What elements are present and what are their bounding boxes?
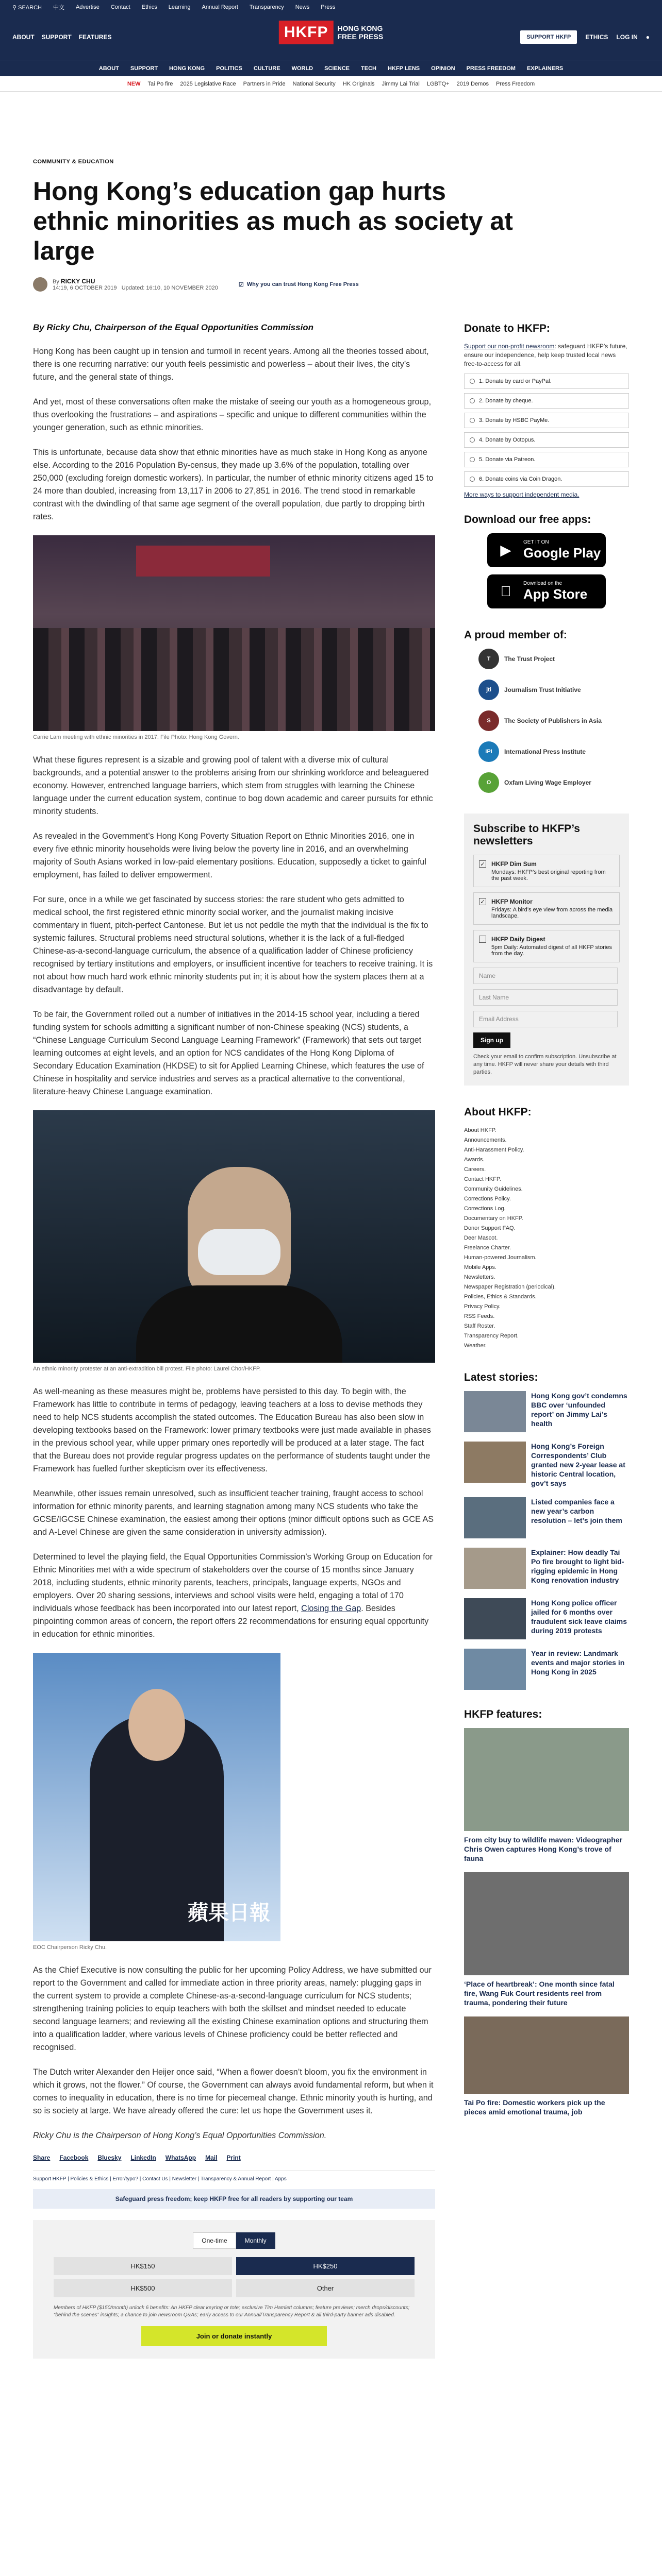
share-print[interactable]: Print bbox=[226, 2154, 241, 2161]
nav-politics[interactable]: POLITICS bbox=[216, 65, 242, 72]
member-label: Oxfam Living Wage Employer bbox=[504, 779, 591, 786]
feature-title: ‘Place of heartbreak’: One month since fatal fire, Wang Fuk Court residents reel from trauma, pondering their future bbox=[464, 1980, 615, 2007]
about-item[interactable]: Documentary on HKFP. bbox=[464, 1215, 523, 1222]
topbar-ethics[interactable]: Ethics bbox=[141, 4, 157, 10]
support-newsroom-link[interactable]: Support our non-profit newsroom bbox=[464, 343, 555, 350]
about-item[interactable]: Anti-Harassment Policy. bbox=[464, 1147, 524, 1153]
nav-about[interactable]: ABOUT bbox=[98, 65, 119, 72]
member-ipi[interactable] bbox=[478, 741, 629, 762]
share-bluesky[interactable]: Bluesky bbox=[97, 2154, 122, 2161]
feature-title: From city buy to wildlife maven: Videographer Chris Owen captures Hong Kong’s trove of fauna bbox=[464, 1836, 623, 1862]
story-thumbnail bbox=[464, 1391, 526, 1432]
checkbox-icon: ✓ bbox=[479, 860, 486, 868]
paragraph: Meanwhile, other issues remain unresolved, such as insufficient teacher training, fraught access to school information for ethnic minority parents, and learning stagnation among many NCS students who take the GCSE/IGCSE Chinese examination, the easiest among their options (minor difficult options such as GCE AS and A-Level Chinese are given the same consideration in university admission). bbox=[33, 1489, 434, 1537]
lang-link[interactable]: 中文 bbox=[53, 5, 64, 11]
topbar-learning[interactable]: Learning bbox=[168, 4, 191, 10]
nav-explainers[interactable]: EXPLAINERS bbox=[526, 65, 564, 72]
app-store-small: Download on the bbox=[523, 581, 562, 586]
trust-project-icon: T bbox=[478, 649, 499, 669]
search-label: SEARCH bbox=[18, 4, 42, 11]
member-label: The Society of Publishers in Asia bbox=[504, 717, 602, 724]
photo-protester bbox=[33, 1110, 435, 1363]
article-footer-links[interactable]: Support HKFP | Policies & Ethics | Error/typo? | Contact Us | Newsletter | Transparency & Annual Report | Apps bbox=[33, 2171, 435, 2182]
trending-item[interactable]: Press Freedom bbox=[495, 80, 535, 87]
amount-150[interactable]: HK$150 bbox=[54, 2257, 232, 2275]
latest-story[interactable] bbox=[464, 1391, 629, 1432]
about-item[interactable]: Policies, Ethics & Standards. bbox=[464, 1294, 537, 1300]
latest-story[interactable] bbox=[464, 1497, 629, 1538]
amount-other[interactable]: Other bbox=[236, 2279, 415, 2297]
topbar-annual-report[interactable]: Annual Report bbox=[202, 4, 238, 10]
about-item[interactable]: Careers. bbox=[464, 1166, 486, 1173]
jti-icon: jti bbox=[478, 680, 499, 700]
story-thumbnail bbox=[464, 1442, 526, 1483]
about-title: About HKFP: bbox=[464, 1106, 532, 1118]
trending-bar bbox=[0, 76, 662, 92]
app-store-button[interactable] bbox=[487, 574, 606, 608]
feature-story[interactable] bbox=[464, 1872, 629, 2007]
topbar-contact[interactable]: Contact bbox=[110, 4, 130, 10]
photo-head bbox=[128, 1689, 185, 1761]
donate-option-coin-dragon[interactable] bbox=[464, 471, 629, 487]
sidebar-donate-desc: safeguard HKFP’s future, ensure our independence, help keep trusted local news free-to-access for all. bbox=[464, 343, 627, 367]
sopa-icon: S bbox=[478, 710, 499, 731]
checkbox-icon bbox=[479, 936, 486, 943]
author-name[interactable]: By RICKY CHU bbox=[53, 278, 95, 285]
checkbox-icon: ✓ bbox=[479, 898, 486, 905]
paragraph: To be fair, the Government rolled out a number of initiatives in the 2014-15 school year, including a tiered funding system for schools admitting a significant number of non-Chinese speaking (NCS) students, a “Chinese Language Curriculum Second Language Learning Framework” (Framework) that sets out target learning outcomes at eight levels, and an option for NCS candidates of the Hong Kong Diploma of Secondary Education Examination (HKDSE) to sit for Applied Learning Chinese, which features the use of Chinese in hospitality and service industries and serves as a practical alternative to the conventional, literature-heavy Chinese Language examination. bbox=[33, 1010, 424, 1096]
feature-story[interactable] bbox=[464, 2016, 629, 2116]
latest-story[interactable] bbox=[464, 1649, 629, 1690]
first-name-input[interactable]: Name bbox=[473, 968, 618, 984]
radio-icon bbox=[470, 418, 475, 423]
author-endnote: Ricky Chu is the Chairperson of Hong Kong’s Equal Opportunities Commission. bbox=[33, 2131, 327, 2140]
feature-image bbox=[464, 1728, 629, 1831]
paragraph: What these figures represent is a sizable and growing pool of talent with a diverse mix of cultural backgrounds, and a potential answer to the problems arising from our shrinking workforce and beleaguered economy. However, entrenched language barriers, which stem from struggles with learning the Chinese language under the current education system, continue to bog down academic and career pursuits for ethnic minority students. bbox=[33, 755, 433, 816]
photo-carrie-lam-meeting bbox=[33, 535, 435, 731]
feature-image bbox=[464, 1872, 629, 1975]
topbar-news[interactable]: News bbox=[295, 4, 310, 10]
nav-opinion[interactable]: OPINION bbox=[431, 65, 455, 72]
nav-support[interactable]: SUPPORT bbox=[130, 65, 158, 72]
masthead bbox=[0, 14, 662, 60]
trending-item[interactable]: Jimmy Lai Trial bbox=[382, 80, 420, 87]
about-item[interactable]: About HKFP. bbox=[464, 1127, 496, 1133]
paragraph: This is unfortunate, because data show that ethnic minorities have as much stake in Hong Kong as anyone else. According to the 2016 Population By-census, they made up 3.6% of the population, totalling over 250,000 (excluding foreign domestic workers). In particular, the number of ethnic minority citizens aged 15 to 24 more than doubled, increasing from 13,117 in 2006 to 27,851 in 2016. The trend stood in remarkable contrast with the dwindling of that same age segment of the overall population, due partly to dropping birth rates. bbox=[33, 448, 434, 521]
member-oxfam[interactable] bbox=[478, 772, 629, 793]
frequency-toggle bbox=[54, 2232, 415, 2249]
story-title: Listed companies face a new year’s carbon resolution – let’s join them bbox=[531, 1498, 622, 1524]
newsletter-desc bbox=[491, 936, 614, 957]
author-name-text: RICKY CHU bbox=[60, 278, 95, 285]
logo-box: HKFP bbox=[279, 21, 334, 44]
play-icon: ▶ bbox=[500, 542, 511, 558]
donate-option-card[interactable] bbox=[464, 374, 629, 389]
nav-hkfp-lens[interactable]: HKFP LENS bbox=[387, 65, 420, 72]
nav-culture[interactable]: CULTURE bbox=[253, 65, 280, 72]
google-play-small: GET IT ON bbox=[523, 539, 549, 545]
about-item[interactable]: Donor Support FAQ. bbox=[464, 1225, 516, 1231]
last-name-input[interactable]: Last Name bbox=[473, 989, 618, 1006]
radio-icon bbox=[470, 477, 475, 482]
about-item[interactable]: Community Guidelines. bbox=[464, 1186, 523, 1192]
nav-hong-kong[interactable]: HONG KONG bbox=[169, 65, 205, 72]
nav-world[interactable]: WORLD bbox=[291, 65, 313, 72]
about-item[interactable]: Announcements. bbox=[464, 1137, 507, 1143]
story-title: Hong Kong police officer jailed for 6 months over fraudulent sick leave claims during 2019 protests bbox=[531, 1599, 627, 1635]
member-jti[interactable] bbox=[478, 680, 629, 700]
more-ways-link[interactable]: More ways to support independent media. bbox=[464, 491, 580, 498]
latest-story[interactable] bbox=[464, 1598, 629, 1639]
newsletter-desc bbox=[491, 860, 614, 882]
radio-icon bbox=[470, 457, 475, 462]
trending-item[interactable]: HK Originals bbox=[342, 80, 375, 87]
amount-options bbox=[54, 2257, 415, 2297]
account-icon[interactable]: ● bbox=[646, 33, 650, 41]
radio-icon bbox=[470, 437, 475, 443]
story-title: Explainer: How deadly Tai Po fire brought to light bid-rigging epidemic in Hong Kong renovation industry bbox=[531, 1548, 624, 1584]
trending-item[interactable]: Partners in Pride bbox=[243, 80, 286, 87]
about-item[interactable]: RSS Feeds. bbox=[464, 1313, 495, 1319]
story-title: Hong Kong gov’t condemns BBC over ‘unfounded report’ on Jimmy Lai’s health bbox=[531, 1392, 627, 1428]
newsletter-daily-digest[interactable] bbox=[473, 930, 620, 962]
support-hkfp-button[interactable]: SUPPORT HKFP bbox=[520, 30, 577, 44]
hkfp-logo[interactable] bbox=[279, 21, 383, 44]
masthead-left-nav bbox=[12, 33, 111, 41]
about-item[interactable]: Transparency Report. bbox=[464, 1333, 519, 1339]
newsletter-text: Fridays: A bird’s eye view from across the media landscape. bbox=[491, 907, 613, 919]
newsletter-dim-sum[interactable] bbox=[473, 855, 620, 887]
trending-item[interactable]: LGBTQ+ bbox=[426, 80, 450, 87]
donate-option-label: 5. Donate via Patreon. bbox=[479, 456, 536, 463]
paragraph: The Dutch writer Alexander den Heijer once said, “When a flower doesn’t bloom, you fix the environment in which it grows, not the flower.” Of course, the Government can always avoid fundamental reform, but when it comes to inequality in education, there is no time for piecemeal change. Ethnic minority youth is hurting, and so is society at large. We have already offered the cure: let us hope the Government uses it. bbox=[33, 2067, 434, 2115]
amount-250[interactable]: HK$250 bbox=[236, 2257, 415, 2275]
donate-option-label: 4. Donate by Octopus. bbox=[479, 437, 536, 443]
author-avatar bbox=[33, 277, 47, 292]
member-label: The Trust Project bbox=[504, 655, 555, 663]
trending-item[interactable]: 2025 Legislative Race bbox=[180, 80, 236, 87]
newsletter-monitor[interactable] bbox=[473, 892, 620, 925]
trending-item[interactable]: National Security bbox=[292, 80, 336, 87]
donate-option-label: 2. Donate by cheque. bbox=[479, 398, 533, 404]
newsletter-text: 5pm Daily: Automated digest of all HKFP stories from the day. bbox=[491, 944, 612, 957]
about-item[interactable]: Weather. bbox=[464, 1343, 487, 1349]
about-item[interactable]: Contact HKFP. bbox=[464, 1176, 501, 1182]
share-whatsapp[interactable]: WhatsApp bbox=[165, 2154, 196, 2161]
ipi-icon: IPI bbox=[478, 741, 499, 762]
paragraph bbox=[33, 1551, 435, 1641]
apple-icon bbox=[496, 583, 515, 600]
donate-option-octopus[interactable] bbox=[464, 432, 629, 448]
trust-icon: ☑ bbox=[238, 281, 244, 288]
newsletter-desc bbox=[491, 898, 614, 919]
photo-caption: Carrie Lam meeting with ethnic minorities in 2017. File Photo: Hong Kong Govern. bbox=[33, 734, 239, 740]
about-item[interactable]: Corrections Policy. bbox=[464, 1196, 511, 1202]
donation-widget bbox=[33, 2220, 435, 2359]
radio-icon bbox=[470, 398, 475, 403]
about-item[interactable]: Newsletters. bbox=[464, 1274, 495, 1280]
join-donate-button[interactable]: Join or donate instantly bbox=[141, 2326, 327, 2346]
donate-option-payme[interactable] bbox=[464, 413, 629, 428]
radio-icon bbox=[470, 379, 475, 384]
frequency-monthly[interactable]: Monthly bbox=[236, 2232, 275, 2249]
share-mail[interactable]: Mail bbox=[205, 2154, 218, 2161]
paragraph: Hong Kong has been caught up in tension and turmoil in recent years. Among all the theories tossed about, there is one recurring narrative: our youth feels pessimistic and powerless – about their lives, the city’s future, and the general state of things. bbox=[33, 347, 429, 382]
app-store-big: App Store bbox=[523, 586, 588, 602]
trending-item[interactable]: Tai Po fire bbox=[147, 80, 173, 87]
frequency-one-time[interactable]: One-time bbox=[193, 2232, 236, 2249]
masthead-right-nav bbox=[520, 30, 650, 44]
share-facebook[interactable]: Facebook bbox=[59, 2154, 89, 2161]
sidebar bbox=[464, 323, 629, 2359]
about-item[interactable]: Privacy Policy. bbox=[464, 1303, 501, 1310]
article-wrapper bbox=[0, 159, 662, 2359]
paragraph-text: . Besides pinpointing common areas of concern, the report offers 22 recommendations for ensuring equal opportunity in education for ethnic minorities. bbox=[33, 1604, 429, 1639]
member-trust-project[interactable] bbox=[478, 649, 629, 669]
story-title: Year in review: Landmark events and major stories in Hong Kong in 2025 bbox=[531, 1649, 625, 1676]
masthead-ethics[interactable]: ETHICS bbox=[585, 33, 608, 41]
feature-title: Tai Po fire: Domestic workers pick up the pieces amid emotional trauma, job bbox=[464, 2098, 605, 2116]
closing-the-gap-link[interactable]: Closing the Gap bbox=[301, 1604, 361, 1613]
newsletter-name: HKFP Dim Sum bbox=[491, 860, 537, 868]
sidebar-donate bbox=[464, 323, 629, 498]
support-banner[interactable]: Safeguard press freedom; keep HKFP free for all readers by supporting our team bbox=[33, 2189, 435, 2209]
about-item[interactable]: Corrections Log. bbox=[464, 1206, 506, 1212]
paragraph: As well-meaning as these measures might be, problems have persisted to this day. To begin with, the Framework has little to contribute in terms of pedagogy, leaving teachers at a loss to devise methods they need to help NCS students accomplish the stated outcomes. The Education Bureau has also been slow in developing textbooks based on the Framework: lower primary textbooks were just made available in phases in the previous school year, while upper primary ones reportedly will be produced at a later stage. The fact that the Bureau does not provide regular progress updates on the performance of students taught under the Framework has fuelled further skepticism over its effectiveness. bbox=[33, 1387, 432, 1473]
membership-note: Members of HKFP ($150/month) unlock 6 benefits: An HKFP clear keyring or tote; exclusive Tim Hamlett columns; feature previews; merch drops/discounts; “behind the scenes” insights; a chance to join newsroom Q&As; early access to our Annual/Transparency Report & all third-party banner ads disabled. bbox=[54, 2305, 410, 2318]
main-nav bbox=[0, 60, 662, 76]
about-item[interactable]: Freelance Charter. bbox=[464, 1245, 511, 1251]
nav-science[interactable]: SCIENCE bbox=[324, 65, 350, 72]
latest-story[interactable] bbox=[464, 1442, 629, 1488]
sidebar-donate-title: Donate to HKFP: bbox=[464, 323, 550, 334]
photo-caption: EOC Chairperson Ricky Chu. bbox=[33, 1944, 107, 1951]
newsletter-name: HKFP Daily Digest bbox=[491, 936, 545, 943]
paragraph: As the Chief Executive is now consulting the public for her upcoming Policy Address, we have submitted our report to the Government and called for immediate action in three priority areas, namely: plugging gaps in the current system to provide a complete Chinese-as-a-second-language curriculum for NCS students; strengthening training policies to equip teachers with both the skillset and mindset needed to educate second language learners; and reviewing all the existing Chinese examination options and structuring them into a qualification ladder, where various levels of Chinese proficiency could be better reflected and recognised. bbox=[33, 1965, 432, 2052]
member-label: International Press Institute bbox=[504, 748, 586, 755]
article-category[interactable]: COMMUNITY & EDUCATION bbox=[33, 159, 114, 165]
donate-option-cheque[interactable] bbox=[464, 393, 629, 409]
search-link[interactable]: ⚲ SEARCH bbox=[12, 4, 42, 11]
masthead-features[interactable]: FEATURES bbox=[78, 33, 112, 41]
masthead-support[interactable]: SUPPORT bbox=[41, 33, 72, 41]
member-title: A proud member of: bbox=[464, 629, 567, 641]
latest-story[interactable] bbox=[464, 1548, 629, 1589]
google-play-button[interactable] bbox=[487, 533, 606, 567]
paragraph: For sure, once in a while we get fascinated by success stories: the rare student who gets admitted to medical school, the first registered ethnic minority social worker, and the journalist making incisive commentary in fluent, pitch-perfect Cantonese. But let us not peddle the myth that the individual is the fix to systemic failures. Structural problems need structural solutions, whether it is the lack of a full-fledged Chinese-as-a-second-language curriculum, the absence of a qualification ladder of Chinese proficiency recognised by tertiary institutions and employers, or insufficient incentive for teachers to receive training. It is not about how much hard work ethnic minority students put in; it is about how the system places them at a disadvantage by default. bbox=[33, 895, 433, 994]
share-linkedin[interactable]: LinkedIn bbox=[130, 2154, 156, 2161]
about-item[interactable]: Human-powered Journalism. bbox=[464, 1255, 537, 1261]
story-thumbnail bbox=[464, 1598, 526, 1639]
trending-new-label: NEW bbox=[127, 80, 141, 87]
donate-option-label: 1. Donate by card or PayPal. bbox=[479, 378, 552, 384]
paragraph-text: Determined to level the playing field, the Equal Opportunities Commission’s Working Group on Education for Ethnic Minorities met with a wide spectrum of stakeholders over the course of 15 months since January 2018, including students, ethnic minority parents, teachers, principals, language experts, NGOs and employers. Over 20 sharing sessions, interviews and school visits were held, engaging a total of 170 individuals whose feedback has been incorporated into our latest report, bbox=[33, 1552, 433, 1613]
share-label[interactable]: Share bbox=[33, 2154, 51, 2161]
member-sopa[interactable] bbox=[478, 710, 629, 731]
story-thumbnail bbox=[464, 1497, 526, 1538]
photo-caption: An ethnic minority protester at an anti-extradition bill protest. File photo: Laurel Chor/HKFP. bbox=[33, 1366, 261, 1372]
photo-ricky-chu bbox=[33, 1653, 280, 1941]
feature-story[interactable] bbox=[464, 1728, 629, 1863]
newsletter-text: Mondays: HKFP’s best original reporting from the past week. bbox=[491, 869, 606, 882]
logo-line2: FREE PRESS bbox=[337, 32, 384, 41]
google-play-big: Google Play bbox=[523, 545, 601, 561]
newsletter-name: HKFP Monitor bbox=[491, 898, 533, 905]
article-intro: By Ricky Chu, Chairperson of the Equal Opportunities Commission bbox=[33, 323, 314, 332]
newsletter-note: Check your email to confirm subscription. Unsubscribe at any time. HKFP will never share your details with third parties. bbox=[473, 1054, 617, 1075]
story-thumbnail bbox=[464, 1649, 526, 1690]
trending-item[interactable]: 2019 Demos bbox=[456, 80, 489, 87]
article-title: Hong Kong’s education gap hurts ethnic minorities as much as society at large bbox=[33, 177, 513, 265]
photo-banner bbox=[136, 546, 270, 577]
paragraph: And yet, most of these conversations often make the mistake of seeing our youth as a homogeneous group, thus overlooking the frustrations – and aspirations – specific and unique to different communities within the younger generation, such as ethnic minorities. bbox=[33, 397, 432, 432]
updated-date: Updated: 16:10, 10 NOVEMBER 2020 bbox=[121, 285, 218, 291]
logo-line1: HONG KONG bbox=[337, 24, 383, 32]
topbar-advertise[interactable]: Advertise bbox=[75, 4, 100, 10]
apps-title: Download our free apps: bbox=[464, 514, 591, 526]
amount-500[interactable]: HK$500 bbox=[54, 2279, 232, 2297]
sidebar-donate-text: Support our non-profit newsroom: safeguard HKFP’s future, ensure our independence, help keep trusted local news free-to-access for all. bbox=[464, 343, 627, 367]
publish-date: 14:19, 6 OCTOBER 2019 bbox=[53, 285, 117, 291]
donate-option-patreon[interactable] bbox=[464, 452, 629, 467]
about-item[interactable]: Deer Mascot. bbox=[464, 1235, 498, 1241]
oxfam-icon: O bbox=[478, 772, 499, 793]
photo-body bbox=[136, 1285, 342, 1363]
photo-mask bbox=[198, 1229, 280, 1275]
photo-crowd bbox=[33, 628, 435, 731]
about-item[interactable]: Staff Roster. bbox=[464, 1323, 495, 1329]
topbar-press[interactable]: Press bbox=[321, 4, 336, 10]
about-item[interactable]: Awards. bbox=[464, 1157, 485, 1163]
masthead-about[interactable]: ABOUT bbox=[12, 33, 35, 41]
donate-option-label: 3. Donate by HSBC PayMe. bbox=[479, 417, 550, 423]
features-title: HKFP features: bbox=[464, 1708, 542, 1720]
content-columns bbox=[33, 323, 629, 2359]
about-item[interactable]: Newspaper Registration (periodical). bbox=[464, 1284, 556, 1290]
email-input[interactable]: Email Address bbox=[473, 1011, 618, 1027]
nav-tech[interactable]: TECH bbox=[361, 65, 376, 72]
newsletter-box bbox=[464, 814, 629, 1086]
feature-image bbox=[464, 2016, 629, 2094]
donate-option-label: 6. Donate coins via Coin Dragon. bbox=[479, 476, 562, 482]
about-item[interactable]: Mobile Apps. bbox=[464, 1264, 496, 1270]
story-title: Hong Kong’s Foreign Correspondents’ Club granted new 2-year lease at historic Central location, gov’t says bbox=[531, 1442, 625, 1487]
share-bar bbox=[33, 2154, 435, 2161]
masthead-login[interactable]: LOG IN bbox=[616, 33, 638, 41]
topbar-transparency[interactable]: Transparency bbox=[249, 4, 284, 10]
paragraph: As revealed in the Government’s Hong Kong Poverty Situation Report on Ethnic Minorities 2016, one in every five ethnic minority households were living below the poverty line in 2016, and an overwhelming majority of South Asians worked in low-paid elementary positions. Education, supposedly a ticket to gainful employment, has failed to deliver empowerment. bbox=[33, 832, 427, 879]
trust-link[interactable] bbox=[239, 281, 359, 288]
top-utility-bar bbox=[0, 0, 662, 14]
article-body bbox=[33, 323, 435, 2359]
logo-text bbox=[337, 24, 383, 41]
signup-button[interactable]: Sign up bbox=[473, 1032, 510, 1048]
nav-press-freedom[interactable]: PRESS FREEDOM bbox=[466, 65, 516, 72]
byline bbox=[33, 277, 629, 292]
byline-text bbox=[53, 278, 218, 291]
photo-watermark: 蘋果日報 bbox=[188, 1902, 270, 1924]
newsletter-title: Subscribe to HKFP’s newsletters bbox=[473, 823, 580, 847]
publish-dates bbox=[53, 285, 218, 291]
story-thumbnail bbox=[464, 1548, 526, 1589]
latest-title: Latest stories: bbox=[464, 1371, 538, 1383]
about-list bbox=[464, 1126, 629, 1351]
trust-link-text: Why you can trust Hong Kong Free Press bbox=[246, 281, 359, 287]
member-label: Journalism Trust Initiative bbox=[504, 686, 581, 693]
